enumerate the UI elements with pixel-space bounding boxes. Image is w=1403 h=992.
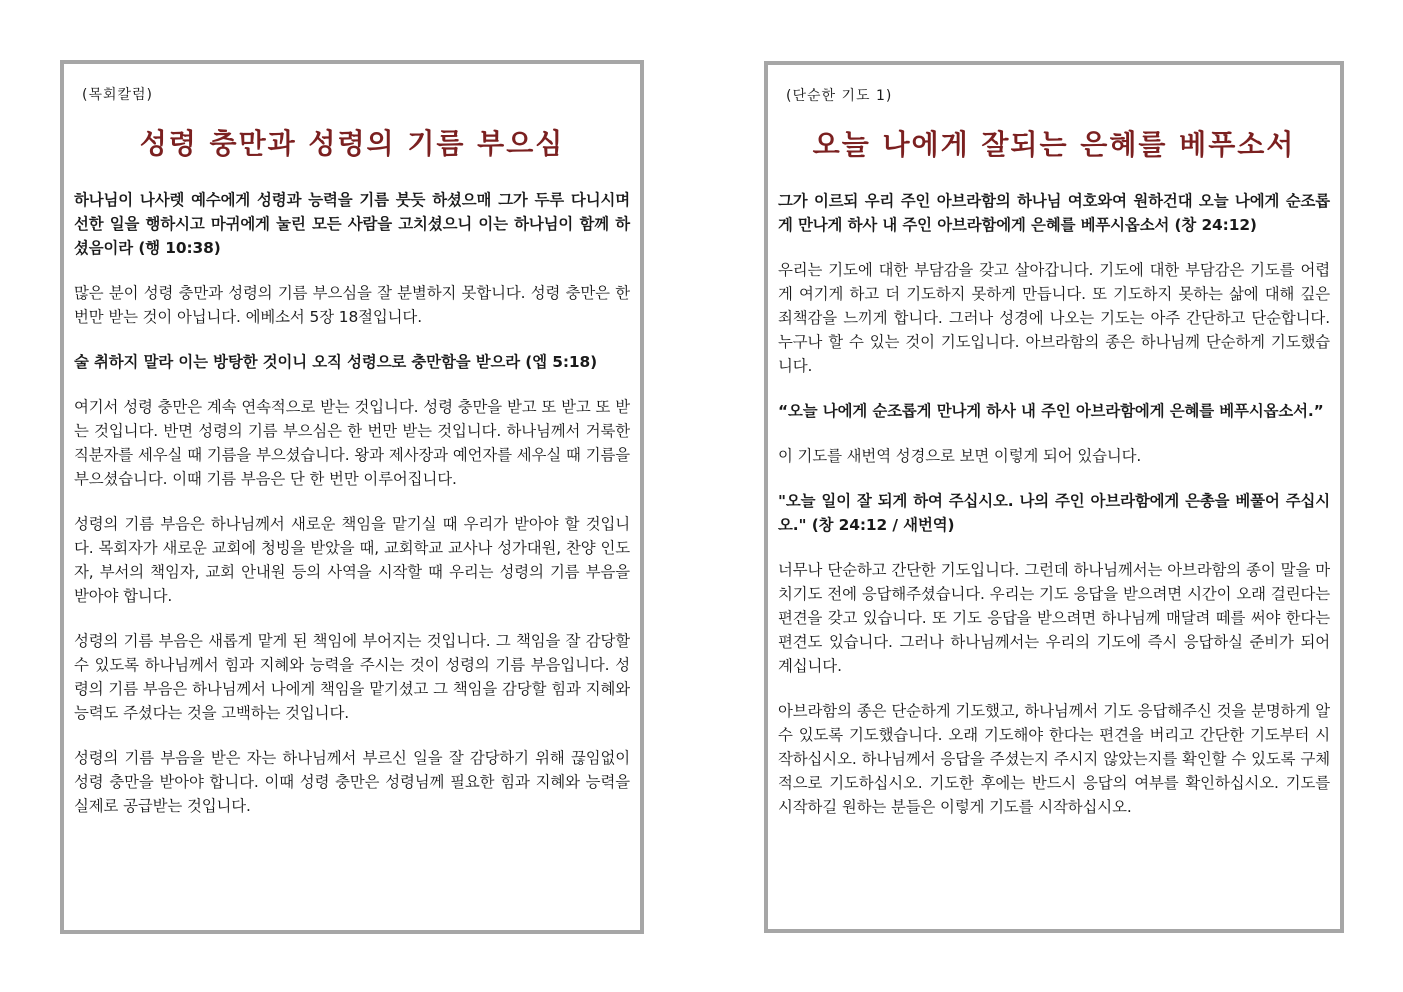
paragraph: 우리는 기도에 대한 부담감을 갖고 살아갑니다. 기도에 대한 부담감은 기도를 어렵게 여기게 하고 더 기도하지 못하게 만듭니다. 또 기도하지 못하는 삶에 대해 깊은 죄책감을 느끼게 합니다. 그러나 성경에 나오는 기도는 아주 간단하고 단순합니다. 누구나 할 수 있는 것이 기도입니다. 아브라함의 종은 하나님께 단순하게 기도했습니다. xyxy=(778,261,1330,375)
paragraph: 성령의 기름 부음을 받은 자는 하나님께서 부르신 일을 잘 감당하기 위해 끊임없이 성령 충만을 받아야 합니다. 이때 성령 충만은 성령님께 필요한 힘과 지혜와 능력을 실제로 공급받는 것입니다. xyxy=(74,749,630,815)
column-kicker: (목회칼럼) xyxy=(82,87,154,103)
paragraph: 성령의 기름 부음은 새롭게 맡게 된 책임에 부어지는 것입니다. 그 책임을 잘 감당할 수 있도록 하나님께서 힘과 지혜와 능력을 주시는 것이 성령의 기름 부음입니다. 성령의 기름 부음은 하나님께서 나에게 책임을 맡기셨고 그 책임을 감당할 힘과 지혜와 능력도 주셨다는 것을 고백하는 것입니다. xyxy=(74,632,630,722)
paragraph: “오늘 나에게 순조롭게 만나게 하사 내 주인 아브라함에게 은혜를 베푸시옵소서.” xyxy=(778,402,1324,420)
paragraph: "오늘 일이 잘 되게 하여 주십시오. 나의 주인 아브라함에게 은총을 베풀어 주십시오." (창 24:12 / 새번역) xyxy=(778,492,1330,534)
column-body xyxy=(778,189,1330,819)
column-kicker: (단순한 기도 1) xyxy=(786,88,893,104)
paragraph: 너무나 단순하고 간단한 기도입니다. 그런데 하나님께서는 아브라함의 종이 말을 마치기도 전에 응답해주셨습니다. 우리는 기도 응답을 받으려면 시간이 오래 걸린다는 편견을 갖고 있습니다. 또 기도 응답을 받으려면 하나님께 매달려 떼를 써야 한다는 편견도 있습니다. 그러나 하나님께서는 우리의 기도에 즉시 응답하실 준비가 되어 계십니다. xyxy=(778,561,1330,675)
column-right xyxy=(764,61,1344,933)
column-title: 오늘 나에게 잘되는 은혜를 베푸소서 xyxy=(812,128,1296,161)
column-title: 성령 충만과 성령의 기름 부으심 xyxy=(139,127,565,160)
paragraph: 여기서 성령 충만은 계속 연속적으로 받는 것입니다. 성령 충만을 받고 또 받고 또 받는 것입니다. 반면 성령의 기름 부으심은 한 번만 받는 것입니다. 하나님께서 거룩한 직분자를 세우실 때 기름을 부으셨습니다. 왕과 제사장과 예언자를 세우실 때 기름을 부으셨습니다. 이때 기름 부음은 단 한 번만 이루어집니다. xyxy=(74,398,630,488)
paragraph: 술 취하지 말라 이는 방탕한 것이니 오직 성령으로 충만함을 받으라 (엡 5:18) xyxy=(74,353,598,371)
column-left xyxy=(60,60,644,934)
column-body xyxy=(74,188,630,818)
paragraph: 하나님이 나사렛 예수에게 성령과 능력을 기름 붓듯 하셨으매 그가 두루 다니시며 선한 일을 행하시고 마귀에게 눌린 모든 사람을 고치셨으니 이는 하나님이 함께 하셨음이라 (행 10:38) xyxy=(74,191,630,257)
paragraph: 아브라함의 종은 단순하게 기도했고, 하나님께서 기도 응답해주신 것을 분명하게 알 수 있도록 기도했습니다. 오래 기도해야 한다는 편견을 버리고 간단한 기도부터 시작하십시오. 하나님께서 응답을 주셨는지 주시지 않았는지를 확인할 수 있도록 구체적으로 기도하십시오. 기도한 후에는 반드시 응답의 여부를 확인하십시오. 기도를 시작하길 원하는 분들은 이렇게 기도를 시작하십시오. xyxy=(778,702,1330,816)
paragraph: 그가 이르되 우리 주인 아브라함의 하나님 여호와여 원하건대 오늘 나에게 순조롭게 만나게 하사 내 주인 아브라함에게 은혜를 베푸시옵소서 (창 24:12) xyxy=(778,192,1330,234)
paragraph: 많은 분이 성령 충만과 성령의 기름 부으심을 잘 분별하지 못합니다. 성령 충만은 한 번만 받는 것이 아닙니다. 에베소서 5장 18절입니다. xyxy=(74,284,630,326)
paragraph: 이 기도를 새번역 성경으로 보면 이렇게 되어 있습니다. xyxy=(778,447,1142,465)
paragraph: 성령의 기름 부음은 하나님께서 새로운 책임을 맡기실 때 우리가 받아야 할 것입니다. 목회자가 새로운 교회에 청빙을 받았을 때, 교회학교 교사나 성가대원, 찬양 인도자, 부서의 책임자, 교회 안내원 등의 사역을 시작할 때 우리는 성령의 기름 부음을 받아야 합니다. xyxy=(74,515,630,605)
